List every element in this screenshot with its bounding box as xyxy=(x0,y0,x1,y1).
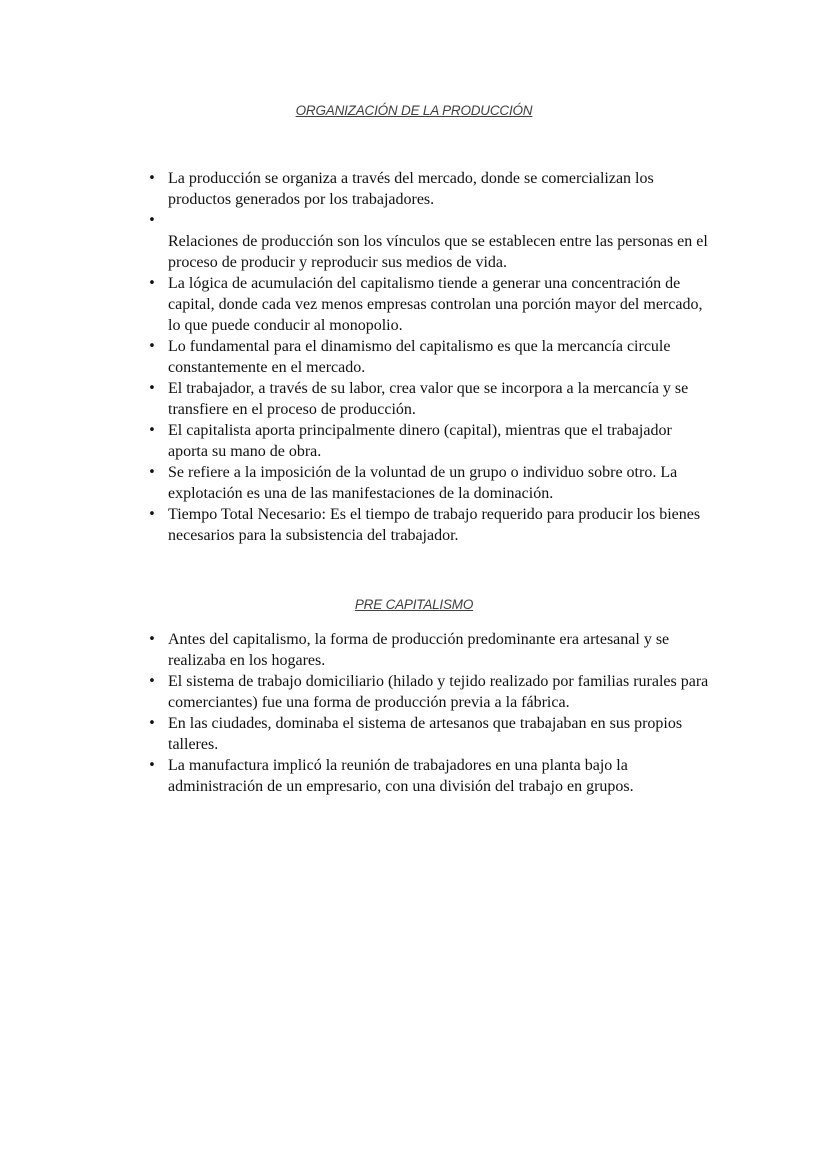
bullet-icon: • xyxy=(148,465,156,480)
list-item xyxy=(148,336,713,378)
list-item xyxy=(148,504,713,546)
list-item-text: Tiempo Total Necesario: Es el tiempo de trabajo requerido para producir los bienes necesarios para la subsistencia del trabajador. xyxy=(168,506,701,544)
list-item-text: El sistema de trabajo domiciliario (hilado y tejido realizado por familias rurales para comerciantes) fue una forma de producción previa a la fábrica. xyxy=(168,673,709,711)
bullet-icon: • xyxy=(148,758,156,773)
list-item-unbulleted xyxy=(168,231,713,273)
bullet-list-pre-capitalismo xyxy=(148,629,713,797)
list-item xyxy=(148,378,713,420)
list-item-text: El trabajador, a través de su labor, crea valor que se incorpora a la mercancía y se transfiere en el proceso de producción. xyxy=(168,380,689,418)
list-item xyxy=(148,462,713,504)
bullet-icon: • xyxy=(148,674,156,689)
list-item xyxy=(148,713,713,755)
list-item-text: En las ciudades, dominaba el sistema de artesanos que trabajaban en sus propios talleres. xyxy=(168,715,683,753)
list-item xyxy=(148,168,713,210)
list-item xyxy=(148,420,713,462)
list-item-text: Relaciones de producción son los vínculos que se establecen entre las personas en el proceso de producir y reproducir sus medios de vida. xyxy=(168,233,708,271)
bullet-icon: • xyxy=(148,632,156,647)
bullet-icon: • xyxy=(148,716,156,731)
list-item-text: La manufactura implicó la reunión de trabajadores en una planta bajo la administración de un empresario, con una división del trabajo en grupos. xyxy=(168,757,634,795)
list-item-text: La producción se organiza a través del mercado, donde se comercializan los productos generados por los trabajadores. xyxy=(168,170,654,208)
bullet-icon: • xyxy=(148,423,156,438)
list-item-text xyxy=(168,210,713,231)
list-item-text: La lógica de acumulación del capitalismo tiende a generar una concentración de capital, donde cada vez menos empresas controlan una porción mayor del mercado, lo que puede conducir al monopolio. xyxy=(168,275,703,334)
bullet-icon: • xyxy=(148,171,156,186)
list-item-text: El capitalista aporta principalmente dinero (capital), mientras que el trabajador aporta su mano de obra. xyxy=(168,422,672,460)
bullet-icon: • xyxy=(148,507,156,522)
section-title-organizacion: ORGANIZACIÓN DE LA PRODUCCIÓN xyxy=(295,103,533,118)
bullet-list-organizacion xyxy=(148,168,713,546)
list-item-text: Se refiere a la imposición de la voluntad de un grupo o individuo sobre otro. La explotación es una de las manifestaciones de la dominación. xyxy=(168,464,678,502)
bullet-icon: • xyxy=(148,276,156,291)
list-item xyxy=(148,629,713,671)
list-item xyxy=(148,671,713,713)
bullet-icon: • xyxy=(148,213,156,228)
list-item xyxy=(148,755,713,797)
list-item-text: Antes del capitalismo, la forma de producción predominante era artesanal y se realizaba en los hogares. xyxy=(168,631,670,669)
list-item xyxy=(148,273,713,336)
section-title-pre-capitalismo: PRE CAPITALISMO xyxy=(354,597,474,612)
list-item-empty xyxy=(148,210,713,231)
list-item-text: Lo fundamental para el dinamismo del capitalismo es que la mercancía circule constantemente en el mercado. xyxy=(168,338,671,376)
bullet-icon: • xyxy=(148,339,156,354)
bullet-icon: • xyxy=(148,381,156,396)
